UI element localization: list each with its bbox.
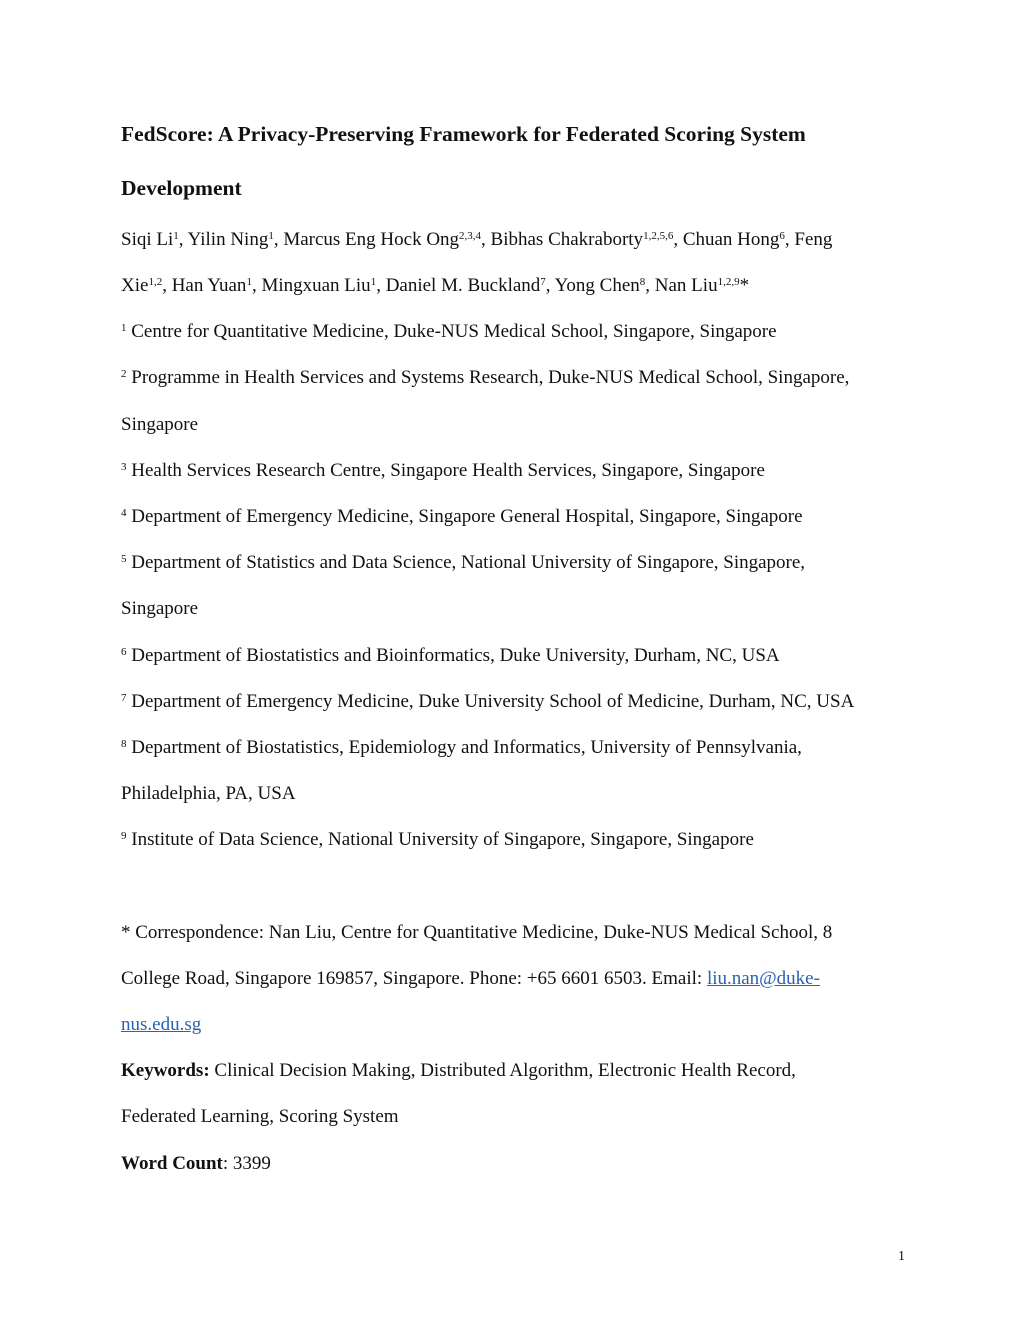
author-name: Chuan Hong [682,229,780,250]
paper-title-line-2: Development [121,176,242,200]
page-number: 1 [898,1249,905,1264]
author-list-line-1: Siqi Li$^1$, Yilin Ning$^1$, Marcus Eng Hock Ong$^{2,3,4}$, Bibhas Chakraborty$^{1,2,5,6}$, Chuan Hong$^6$, Feng [121,229,833,250]
author-name: Bibhas Chakraborty [490,229,644,250]
keywords-label: Keywords: [121,1060,210,1081]
email-link-continued[interactable]: nus.edu.sg [121,1014,202,1035]
author-name-part: Xie [121,275,149,296]
affiliation-number: 1 [121,321,127,334]
affiliation-number: 2 [121,367,127,380]
paper-title-line-1: FedScore: A Privacy-Preserving Framework for Federated Scoring System [121,122,806,146]
affiliation-number: 4 [121,506,127,519]
affiliation-5 [121,551,805,575]
author-name: Daniel M. Buckland [385,275,541,296]
affiliation-text: Centre for Quantitative Medicine, Duke-NUS Medical School, Singapore, Singapore [131,321,777,342]
author-name: Siqi Li [121,229,174,250]
affiliation-8 [121,736,802,760]
affiliation-text: Department of Emergency Medicine, Duke University School of Medicine, Durham, NC, USA [131,691,855,712]
affiliation-text: Department of Emergency Medicine, Singapore General Hospital, Singapore, Singapore [131,506,803,527]
email-link[interactable]: liu.nan@duke- [706,968,820,989]
author-name: Yong Chen [554,275,640,296]
affiliation-number: 6 [121,645,127,658]
author-name: Yilin Ning [187,229,269,250]
affiliation-7 [121,690,854,714]
affiliation-2-continued: Singapore [121,414,199,435]
affiliation-text: Health Services Research Centre, Singapore Health Services, Singapore, Singapore [131,460,765,481]
author-affiliation: 7 [540,275,546,288]
correspondence-line-1: * Correspondence: Nan Liu, Centre for Quantitative Medicine, Duke-NUS Medical School, 8 [121,922,833,943]
affiliation-number: 5 [121,552,127,565]
affiliation-1 [121,320,777,344]
affiliation-9 [121,828,754,852]
correspondence-text: College Road, Singapore 169857, Singapore. Phone: +65 6601 6503. Email: [121,968,707,989]
correspondence-line-3 [121,1013,201,1037]
author-affiliation: 8 [639,275,646,288]
affiliation-4 [121,505,803,529]
affiliation-text: Institute of Data Science, National University of Singapore, Singapore, Singapore [131,829,754,850]
author-affiliation: 1 [370,275,377,288]
author-affiliation: 2,3,4 [459,229,482,242]
author-affiliation: 1,2,9 [717,275,740,288]
author-name: Nan Liu [654,275,718,296]
affiliation-text: Department of Statistics and Data Science, National University of Singapore, Singapore, [131,552,806,573]
corresponding-mark: * [739,275,750,296]
affiliation-5-continued: Singapore [121,598,199,619]
author-affiliation: 1,2 [148,275,163,288]
affiliation-2 [121,366,849,390]
author-name: Marcus Eng Hock Ong [283,229,460,250]
author-affiliation: 6 [779,229,785,242]
affiliation-6 [121,644,780,668]
keywords-text: Clinical Decision Making, Distributed Algorithm, Electronic Health Record, [209,1060,796,1081]
paper-page [121,0,911,1325]
word-count-value: : 3399 [222,1153,271,1174]
author-name: Mingxuan Liu [261,275,371,296]
author-affiliation: 1 [246,275,252,288]
word-count [121,1152,271,1176]
affiliation-number: 3 [121,460,127,473]
word-count-label: Word Count [121,1153,223,1174]
affiliation-text: Department of Biostatistics, Epidemiology and Informatics, University of Pennsylvania, [131,737,802,758]
affiliation-text: Programme in Health Services and Systems Research, Duke-NUS Medical School, Singapore, [131,367,850,388]
affiliation-number: 9 [121,829,127,842]
affiliation-3 [121,459,765,483]
author-name: Han Yuan [171,275,247,296]
author-list-line-2: Xie$^{1,2}$, Han Yuan$^1$, Mingxuan Liu$^1$, Daniel M. Buckland$^7$, Yong Chen$^8$, Nan Liu$^{1,2,9}$* [121,275,750,296]
affiliation-number: 8 [121,737,127,750]
correspondence-line-2 [121,967,820,991]
affiliation-number: 7 [121,691,127,704]
author-affiliation: 1 [173,229,179,242]
keywords-line-1 [121,1059,796,1083]
affiliation-8-continued: Philadelphia, PA, USA [121,783,296,804]
author-affiliation: 1,2,5,6 [643,229,674,242]
author-name-part: Feng [794,229,833,250]
affiliation-text: Department of Biostatistics and Bioinformatics, Duke University, Durham, NC, USA [131,645,780,666]
keywords-line-2: Federated Learning, Scoring System [121,1106,399,1127]
author-affiliation: 1 [268,229,274,242]
